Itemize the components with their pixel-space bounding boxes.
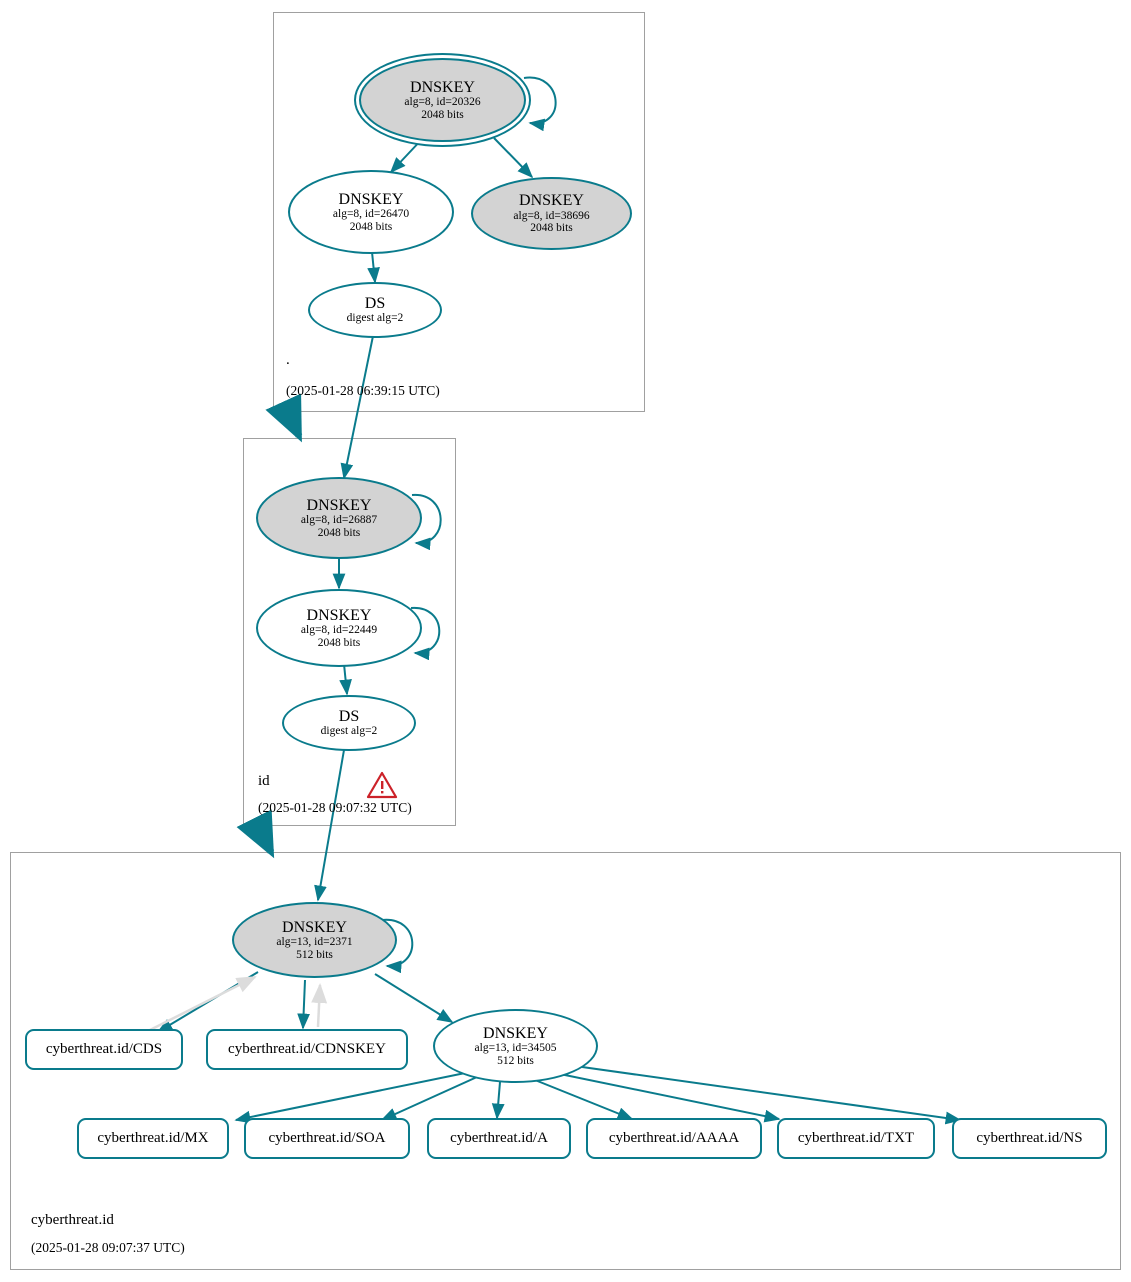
zone-timestamp-cyberthreat-id: (2025-01-28 09:07:37 UTC) [31, 1240, 185, 1255]
node-title: DNSKEY [519, 192, 584, 210]
node-keysize: 2048 bits [317, 526, 361, 539]
node-title: DNSKEY [282, 918, 347, 936]
rrset-label: cyberthreat.id/MX [97, 1130, 209, 1147]
node-alg-id: alg=8, id=26887 [300, 514, 378, 527]
rrset-label: cyberthreat.id/TXT [797, 1130, 915, 1147]
rrset-soa[interactable] [244, 1118, 410, 1159]
node-title: DNSKEY [306, 496, 372, 514]
rrset-mx[interactable] [77, 1118, 229, 1159]
rrset-label: cyberthreat.id/NS [976, 1130, 1083, 1147]
node-ds-root[interactable] [308, 282, 442, 338]
zone-label-cyberthreat-id: cyberthreat.id [31, 1212, 114, 1228]
zone-timestamp-id: (2025-01-28 09:07:32 UTC) [258, 800, 412, 815]
node-title: DS [364, 295, 386, 313]
node-title: DNSKEY [410, 78, 475, 96]
node-keysize: 2048 bits [317, 636, 361, 649]
node-keysize: 2048 bits [349, 220, 393, 233]
node-dnskey-cyberthreat-zsk[interactable] [433, 1009, 598, 1083]
node-alg-id: alg=13, id=34505 [474, 1042, 557, 1055]
node-keysize: 512 bits [497, 1054, 534, 1067]
node-keysize: 2048 bits [530, 222, 573, 235]
node-dnskey-root-38696[interactable] [471, 177, 632, 250]
node-alg-id: alg=8, id=22449 [300, 624, 378, 637]
node-dnskey-cyberthreat-ksk[interactable] [232, 902, 397, 978]
rrset-label: cyberthreat.id/AAAA [608, 1130, 740, 1147]
node-ds-id[interactable] [282, 695, 416, 751]
node-alg-id: alg=13, id=2371 [276, 936, 353, 949]
node-title: DS [338, 708, 360, 726]
node-dnskey-id-ksk[interactable] [256, 477, 422, 559]
node-alg-id: alg=8, id=26470 [332, 208, 410, 221]
node-digest-alg: digest alg=2 [320, 725, 378, 738]
zone-timestamp-root: (2025-01-28 06:39:15 UTC) [286, 383, 440, 398]
warning-triangle-icon [368, 773, 396, 797]
rrset-aaaa[interactable] [586, 1118, 762, 1159]
node-dnskey-id-zsk[interactable] [256, 589, 422, 667]
rrset-label: cyberthreat.id/CDNSKEY [228, 1041, 386, 1058]
node-keysize: 512 bits [296, 948, 333, 961]
node-title: DNSKEY [306, 606, 372, 624]
rrset-cds[interactable] [25, 1029, 183, 1070]
node-dnskey-root-zsk[interactable] [288, 170, 454, 254]
zone-label-id: id [258, 773, 270, 789]
node-digest-alg: digest alg=2 [346, 312, 404, 325]
rrset-label: cyberthreat.id/SOA [268, 1130, 386, 1147]
node-title: DNSKEY [483, 1024, 548, 1042]
rrset-label: cyberthreat.id/A [450, 1130, 548, 1147]
zone-label-root: . [286, 352, 290, 368]
node-title: DNSKEY [338, 190, 404, 208]
rrset-txt[interactable] [777, 1118, 935, 1159]
rrset-label: cyberthreat.id/CDS [45, 1041, 163, 1058]
node-alg-id: alg=8, id=20326 [404, 96, 481, 109]
node-dnskey-root-ksk[interactable] [359, 58, 526, 142]
rrset-a[interactable] [427, 1118, 571, 1159]
node-keysize: 2048 bits [421, 108, 464, 121]
node-alg-id: alg=8, id=38696 [513, 209, 590, 222]
rrset-cdnskey[interactable] [206, 1029, 408, 1070]
rrset-ns[interactable] [952, 1118, 1107, 1159]
